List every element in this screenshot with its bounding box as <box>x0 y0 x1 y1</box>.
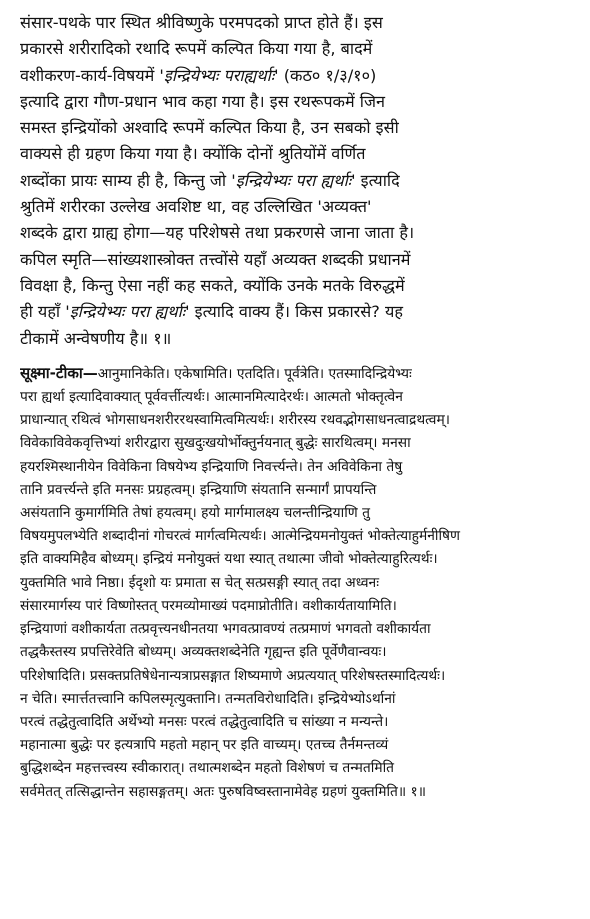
hindi-line: शब्दोंका प्रायः साम्य ही है, किन्तु जो <box>20 170 232 190</box>
tika-line: असंयतानि कुमार्गमिति तेषां हयत्वम्। हयो मार्गमालक्ष्य चलन्तीन्द्रियाणि तु <box>20 505 370 522</box>
shruti-quote: 'इन्द्रियेभ्यः परा ह्यर्थाः' <box>231 170 356 190</box>
hindi-line: ही यहाँ <box>20 302 66 322</box>
tika-line: तद्धकैस्तस्य प्रपत्तिरेवेति बोध्यम्। अव्यक्तशब्देनेति गृह्यन्त इति पूर्वेणैवान्वयः। <box>20 644 387 661</box>
hindi-commentary <box>20 10 580 352</box>
tika-line: महानात्मा बुद्धेः पर इत्यत्रापि महतो महान् पर इति वाच्यम्। एतच्च तैर्नमन्तव्यं <box>20 737 389 754</box>
hindi-line: कपिल स्मृति—सांख्यशास्त्रोक्त तत्त्वोंसे यहाँ अव्यक्त शब्दकी प्रधानमें <box>20 249 411 269</box>
tika-line: आनुमानिकेति। एकेषामिति। एतदिति। पूर्वत्रेति। एतस्मादिन्द्रियेभ्यः <box>97 365 412 382</box>
tika-line: परत्वं तद्धेतुत्वादिति अर्थेभ्यो मनसः परत्वं तद्धेतुत्वादिति च सांख्या न मन्यन्ते। <box>20 713 389 730</box>
tika-line: विवेकाविवेकवृत्तिभ्यां शरीरद्वारा सुखदुःखयोर्भोक्तुर्नयनात् बुद्धेः सारथित्वम्। मनसा <box>20 435 411 452</box>
hindi-line: समस्त इन्द्रियोंको अश्वादि रूपमें कल्पित किया है, उन सबको इसी <box>20 118 399 138</box>
hindi-line: शब्दके द्वारा ग्राह्य होगा—यह परिशेषसे तथा प्रकरणसे जाना जाता है। <box>20 223 415 243</box>
tika-line: इन्द्रियाणां वशीकार्यता तत्प्रवृत्त्यनधीनतया भगवत्प्रावण्यं तत्प्रमाणं भगवतो वशीकार्यता <box>20 621 431 638</box>
tika-line: हयरश्मिस्थानीयेन विवेकिना विषयेभ्य इन्द्रियाणि निवर्त्त्यन्ते। तेन अविवेकिना तेषु <box>20 458 403 475</box>
hindi-line: प्रकारसे शरीरादिको रथादि रूपमें कल्पित किया गया है, बादमें <box>20 39 373 59</box>
tika-line: परिशेषादिति। प्रसक्तप्रतिषेधेनान्यत्राप्रसङ्गात शिष्यमाणे अप्रत्ययात् परिशेषस्तस्मादित्यर्थः। <box>20 667 446 684</box>
tika-line: इति वाक्यमिहैव बोध्यम्। इन्द्रियं मनोयुक्तं यथा स्यात् तथात्मा जीवो भोक्तेत्याहुरित्यर्थः। <box>20 551 438 568</box>
tika-line: परा ह्यर्था इत्यादिवाक्यात् पूर्ववर्त्तीत्यर्थः। आत्मानमित्यादेरर्थः। आत्मतो भोक्तृत्वेन <box>20 389 403 406</box>
hindi-line: संसार-पथके पार स्थित श्रीविष्णुके परमपदको प्राप्त होते हैं। इस <box>20 13 383 32</box>
tika-line: न चेति। स्मार्त्ततत्त्वानि कपिलस्मृत्युक्तानि। तन्मतविरोधादिति। इन्द्रियेभ्योऽर्थानां <box>20 690 396 707</box>
hindi-line: वशीकरण-कार्य-विषयमें <box>20 65 160 85</box>
tika-line: बुद्धिशब्देन महत्तत्त्वस्य स्वीकारात्। तथात्मशब्देन महतो विशेषणं च तन्मतमिति <box>20 760 395 777</box>
document-page <box>20 10 580 910</box>
hindi-line: (कठ० १/३/१०) <box>278 65 377 85</box>
tika-heading: सूक्ष्मा-टीका— <box>20 363 98 382</box>
hindi-line: विवक्षा है, किन्तु ऐसा नहीं कह सकते, क्योंकि उनके मतके विरुद्धमें <box>20 275 405 295</box>
hindi-line: टीकामें अन्वेषणीय है॥ १॥ <box>20 328 172 348</box>
hindi-line: इत्यादि द्वारा गौण-प्रधान भाव कहा गया है। इस रथरूपकमें जिन <box>20 91 385 111</box>
tika-line: संसारमार्गस्य पारं विष्णोस्तत् परमव्योमाख्यं पदमाप्नोतीति। वशीकार्यतायामिति। <box>20 597 397 614</box>
shruti-quote: 'इन्द्रियेभ्यः पराह्यर्थाः' <box>159 65 279 85</box>
shruti-quote: 'इन्द्रियेभ्यः परा ह्यर्थाः' <box>65 302 190 322</box>
hindi-line: इत्यादि वाक्य हैं। किस प्रकारसे? यह <box>189 302 403 322</box>
sukshma-tika <box>20 362 580 804</box>
tika-line: युक्तमिति भावे निष्ठा। ईदृशो यः प्रमाता स चेत् सत्प्रसङ्गी स्यात् तदा अध्वनः <box>20 574 380 591</box>
tika-line: सर्वमेतत् तत्सिद्धान्तेन सहासङ्गतम्। अतः पुरुषविष्वस्तानामेवेह ग्रहणं युक्तमिति॥ १॥ <box>20 783 426 800</box>
tika-line: विषयमुपलभ्येति शब्दादीनां गोचरत्वं मार्गत्वमित्यर्थः। आत्मेन्द्रियमनोयुक्तं भोक्तेत्याहुर्मनीषिण <box>20 528 460 545</box>
hindi-line: श्रुतिमें शरीरका उल्लेख अवशिष्ट था, वह उल्लिखित 'अव्यक्त' <box>20 197 372 217</box>
hindi-line: वाक्यसे ही ग्रहण किया गया है। क्योंकि दोनों श्रुतियोंमें वर्णित <box>20 144 366 164</box>
tika-line: प्राधान्यात् रथित्वं भोगसाधनशरीररथस्वामित्वमित्यर्थः। शरीरस्य रथवद्भोगसाधनत्वाद्रथत्वम्। <box>20 412 450 429</box>
hindi-line: इत्यादि <box>355 170 400 190</box>
tika-line: तानि प्रवर्त्त्यन्ते इति मनसः प्रग्रहत्वम्। इन्द्रियाणि संयतानि सन्मार्गं प्रापयन्ति <box>20 481 377 498</box>
